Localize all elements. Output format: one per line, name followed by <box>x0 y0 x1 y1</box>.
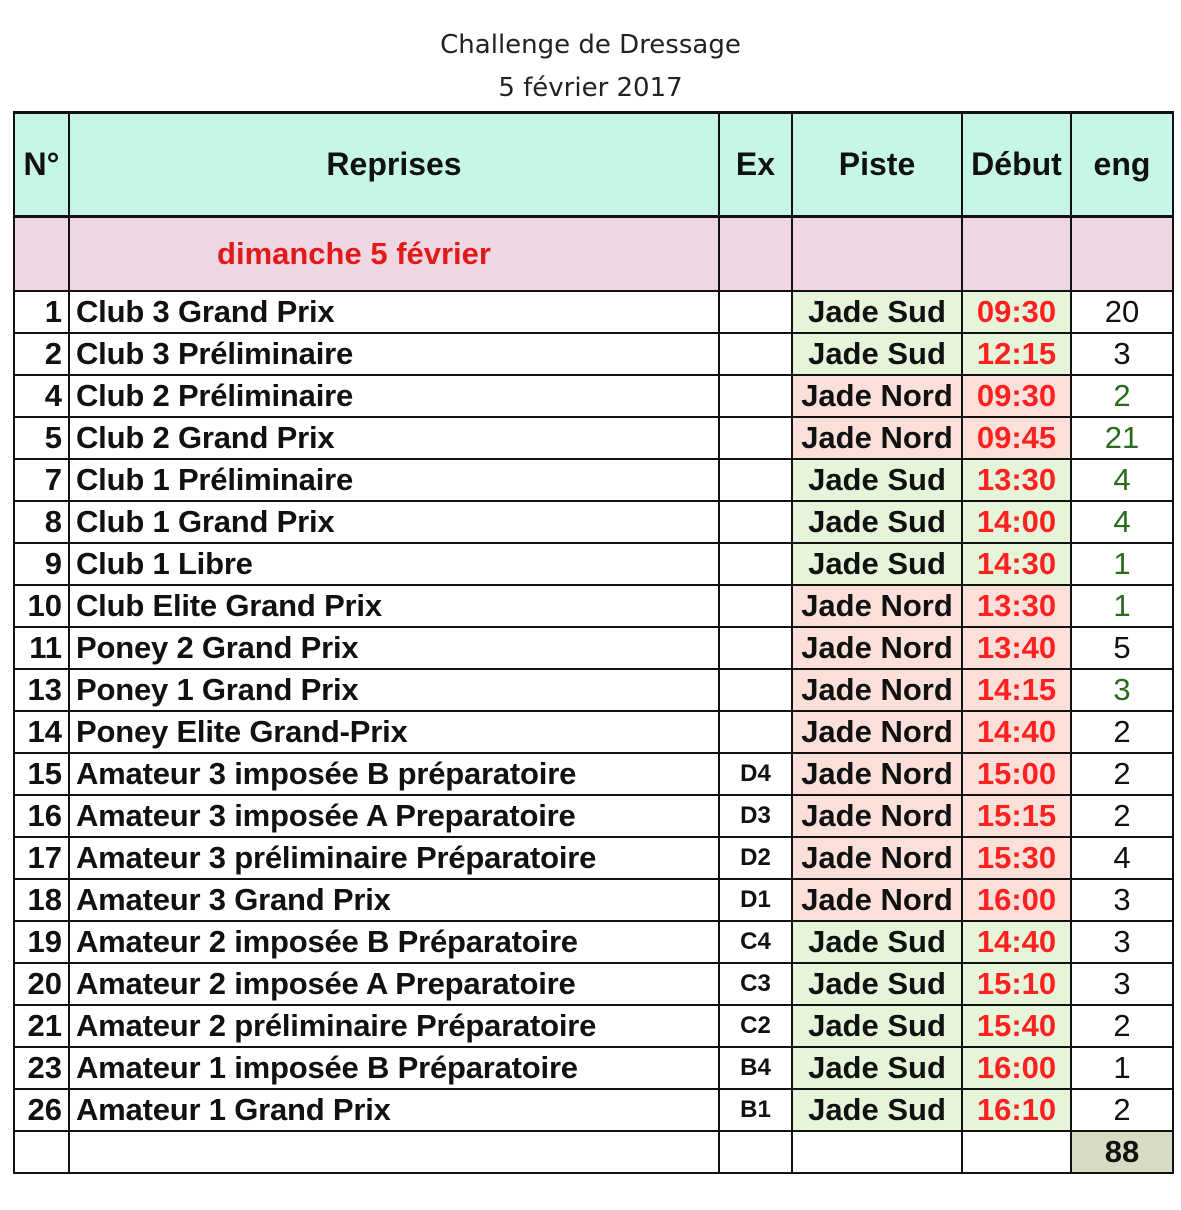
day-cell-eng <box>1071 217 1173 292</box>
row-reprise: Amateur 3 Grand Prix <box>69 879 719 921</box>
row-piste: Jade Sud <box>792 459 962 501</box>
table-row <box>14 837 1173 879</box>
row-debut: 16:10 <box>962 1089 1071 1131</box>
row-number: 20 <box>14 963 69 1005</box>
row-debut: 09:45 <box>962 417 1071 459</box>
row-eng: 3 <box>1071 669 1173 711</box>
row-debut: 13:30 <box>962 585 1071 627</box>
day-label: dimanche 5 février <box>69 217 719 292</box>
table-row <box>14 501 1173 543</box>
row-number: 8 <box>14 501 69 543</box>
row-eng: 1 <box>1071 1047 1173 1089</box>
row-ex: C4 <box>719 921 792 963</box>
row-reprise: Poney 1 Grand Prix <box>69 669 719 711</box>
total-row <box>14 1131 1173 1173</box>
row-debut: 14:00 <box>962 501 1071 543</box>
row-piste: Jade Sud <box>792 921 962 963</box>
row-piste: Jade Nord <box>792 417 962 459</box>
row-reprise: Club 2 Préliminaire <box>69 375 719 417</box>
row-eng: 4 <box>1071 837 1173 879</box>
day-cell-ex <box>719 217 792 292</box>
row-ex <box>719 375 792 417</box>
table-row <box>14 795 1173 837</box>
day-cell-no <box>14 217 69 292</box>
row-number: 1 <box>14 291 69 333</box>
row-ex <box>719 543 792 585</box>
row-eng: 3 <box>1071 963 1173 1005</box>
row-number: 5 <box>14 417 69 459</box>
total-empty-cell <box>69 1131 719 1173</box>
header-debut: Début <box>962 113 1071 217</box>
header-piste: Piste <box>792 113 962 217</box>
row-debut: 13:40 <box>962 627 1071 669</box>
row-piste: Jade Nord <box>792 669 962 711</box>
table-row <box>14 669 1173 711</box>
table-row <box>14 753 1173 795</box>
row-number: 2 <box>14 333 69 375</box>
total-empty-cell <box>962 1131 1071 1173</box>
header-ex: Ex <box>719 113 792 217</box>
row-reprise: Amateur 3 préliminaire Préparatoire <box>69 837 719 879</box>
row-reprise: Amateur 2 préliminaire Préparatoire <box>69 1005 719 1047</box>
row-debut: 16:00 <box>962 879 1071 921</box>
row-piste: Jade Sud <box>792 963 962 1005</box>
document-title: Challenge de Dressage <box>440 30 741 60</box>
row-reprise: Amateur 3 imposée A Preparatoire <box>69 795 719 837</box>
row-ex <box>719 459 792 501</box>
row-eng: 2 <box>1071 375 1173 417</box>
row-debut: 14:15 <box>962 669 1071 711</box>
row-piste: Jade Sud <box>792 1005 962 1047</box>
row-number: 9 <box>14 543 69 585</box>
row-ex <box>719 501 792 543</box>
row-eng: 1 <box>1071 585 1173 627</box>
row-ex: B1 <box>719 1089 792 1131</box>
header-no: N° <box>14 113 69 217</box>
table-row <box>14 921 1173 963</box>
row-piste: Jade Sud <box>792 1089 962 1131</box>
day-cell-piste <box>792 217 962 292</box>
row-number: 18 <box>14 879 69 921</box>
header-eng: eng <box>1071 113 1173 217</box>
row-ex <box>719 333 792 375</box>
row-eng: 3 <box>1071 921 1173 963</box>
day-cell-debut <box>962 217 1071 292</box>
row-reprise: Club Elite Grand Prix <box>69 585 719 627</box>
row-number: 16 <box>14 795 69 837</box>
row-reprise: Club 1 Libre <box>69 543 719 585</box>
row-piste: Jade Sud <box>792 1047 962 1089</box>
row-number: 26 <box>14 1089 69 1131</box>
row-number: 11 <box>14 627 69 669</box>
row-piste: Jade Nord <box>792 879 962 921</box>
table-row <box>14 417 1173 459</box>
row-piste: Jade Nord <box>792 375 962 417</box>
row-reprise: Amateur 1 Grand Prix <box>69 1089 719 1131</box>
row-reprise: Amateur 3 imposée B préparatoire <box>69 753 719 795</box>
row-ex: D4 <box>719 753 792 795</box>
row-eng: 20 <box>1071 291 1173 333</box>
table-row <box>14 459 1173 501</box>
row-eng: 2 <box>1071 753 1173 795</box>
row-number: 7 <box>14 459 69 501</box>
row-ex <box>719 585 792 627</box>
header-reprises: Reprises <box>69 113 719 217</box>
row-eng: 4 <box>1071 459 1173 501</box>
row-ex: D2 <box>719 837 792 879</box>
total-empty-cell <box>792 1131 962 1173</box>
total-empty-cell <box>14 1131 69 1173</box>
row-number: 4 <box>14 375 69 417</box>
row-ex <box>719 711 792 753</box>
table-row <box>14 585 1173 627</box>
row-number: 17 <box>14 837 69 879</box>
row-reprise: Amateur 2 imposée A Preparatoire <box>69 963 719 1005</box>
row-debut: 15:15 <box>962 795 1071 837</box>
row-piste: Jade Sud <box>792 291 962 333</box>
row-ex: B4 <box>719 1047 792 1089</box>
row-number: 15 <box>14 753 69 795</box>
table-row <box>14 543 1173 585</box>
row-ex: C3 <box>719 963 792 1005</box>
row-debut: 14:30 <box>962 543 1071 585</box>
table-row <box>14 291 1173 333</box>
table-row <box>14 963 1173 1005</box>
row-ex: D3 <box>719 795 792 837</box>
row-debut: 14:40 <box>962 711 1071 753</box>
row-piste: Jade Sud <box>792 543 962 585</box>
table-row <box>14 879 1173 921</box>
row-eng: 2 <box>1071 1089 1173 1131</box>
table-row <box>14 1089 1173 1131</box>
table-row <box>14 1047 1173 1089</box>
row-piste: Jade Nord <box>792 753 962 795</box>
table-row <box>14 375 1173 417</box>
row-eng: 3 <box>1071 879 1173 921</box>
row-debut: 13:30 <box>962 459 1071 501</box>
row-piste: Jade Sud <box>792 501 962 543</box>
row-debut: 09:30 <box>962 375 1071 417</box>
table-row <box>14 333 1173 375</box>
row-reprise: Amateur 2 imposée B Préparatoire <box>69 921 719 963</box>
row-ex: D1 <box>719 879 792 921</box>
row-reprise: Club 1 Grand Prix <box>69 501 719 543</box>
table-row <box>14 711 1173 753</box>
row-reprise: Club 2 Grand Prix <box>69 417 719 459</box>
row-eng: 5 <box>1071 627 1173 669</box>
row-debut: 15:30 <box>962 837 1071 879</box>
row-ex <box>719 417 792 459</box>
row-eng: 3 <box>1071 333 1173 375</box>
row-piste: Jade Nord <box>792 711 962 753</box>
row-debut: 16:00 <box>962 1047 1071 1089</box>
row-reprise: Club 1 Préliminaire <box>69 459 719 501</box>
row-piste: Jade Nord <box>792 627 962 669</box>
row-piste: Jade Nord <box>792 585 962 627</box>
total-empty-cell <box>719 1131 792 1173</box>
row-reprise: Poney 2 Grand Prix <box>69 627 719 669</box>
row-debut: 14:40 <box>962 921 1071 963</box>
row-number: 10 <box>14 585 69 627</box>
row-reprise: Poney Elite Grand-Prix <box>69 711 719 753</box>
row-ex: C2 <box>719 1005 792 1047</box>
row-debut: 15:00 <box>962 753 1071 795</box>
table-body <box>14 217 1173 1174</box>
row-eng: 2 <box>1071 711 1173 753</box>
row-piste: Jade Nord <box>792 795 962 837</box>
row-number: 14 <box>14 711 69 753</box>
schedule-table <box>13 111 1174 1174</box>
row-eng: 2 <box>1071 795 1173 837</box>
row-eng: 4 <box>1071 501 1173 543</box>
row-debut: 09:30 <box>962 291 1071 333</box>
row-debut: 12:15 <box>962 333 1071 375</box>
row-eng: 2 <box>1071 1005 1173 1047</box>
document-date: 5 février 2017 <box>498 73 683 103</box>
row-reprise: Club 3 Grand Prix <box>69 291 719 333</box>
row-reprise: Amateur 1 imposée B Préparatoire <box>69 1047 719 1089</box>
table-row <box>14 627 1173 669</box>
row-ex <box>719 291 792 333</box>
row-ex <box>719 669 792 711</box>
table-row <box>14 1005 1173 1047</box>
row-piste: Jade Nord <box>792 837 962 879</box>
row-number: 19 <box>14 921 69 963</box>
table-header <box>14 113 1173 217</box>
row-reprise: Club 3 Préliminaire <box>69 333 719 375</box>
row-eng: 1 <box>1071 543 1173 585</box>
row-debut: 15:10 <box>962 963 1071 1005</box>
day-row <box>14 217 1173 292</box>
row-ex <box>719 627 792 669</box>
total-eng: 88 <box>1071 1131 1173 1173</box>
row-piste: Jade Sud <box>792 333 962 375</box>
row-debut: 15:40 <box>962 1005 1071 1047</box>
row-number: 13 <box>14 669 69 711</box>
row-number: 23 <box>14 1047 69 1089</box>
row-number: 21 <box>14 1005 69 1047</box>
row-eng: 21 <box>1071 417 1173 459</box>
